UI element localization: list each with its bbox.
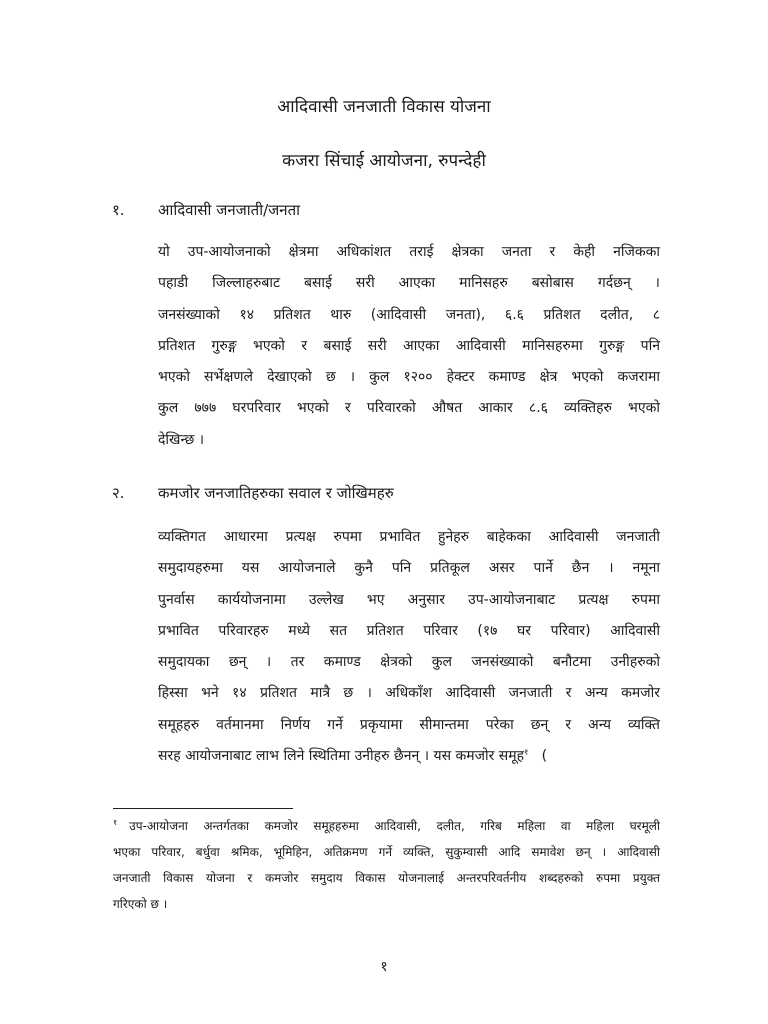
section-paragraph [158,237,660,456]
footnote-line: जनजाती विकास योजना र कमजोर समुदाय विकास योजनालाई अन्तरपरिवर्तनीय शब्दहरुको रुपमा प्रयुक्त [113,871,660,885]
footnote-line: भएका परिवार, बर्धुवा श्रमिक, भूमिहिन, अतिक्रमण गर्ने व्यक्ति, सुकुम्वासी आदि समावेश छन् । आदिवासी [113,845,660,859]
footnote-line [113,813,660,839]
footnote-separator [113,808,293,809]
paragraph-line: व्यक्तिगत आधारमा प्रत्यक्ष रुपमा प्रभावित हुनेहरु बाहेकका आदिवासी जनजाती [158,529,660,545]
paragraph-line: समुदायहरुमा यस आयोजनाले कुनै पनि प्रतिकूल असर पार्ने छैन । नमूना [158,560,660,577]
paragraph-line: देखिन्छ । [158,431,205,448]
paragraph-line-text: सरह आयोजनाबाट लाभ लिने स्थितिमा उनीहरु छैनन् । यस कमजोर समूह [158,748,525,765]
document-subtitle: कजरा सिंचाई आयोजना, रुपन्देही [282,151,486,171]
paragraph-line: पुनर्वास कार्ययोजनामा उल्लेख भए अनुसार उप-आयोजनाबाट प्रत्यक्ष रुपमा [158,591,660,608]
paragraph-line: समूहहरु वर्तमानमा निर्णय गर्ने प्रकृयामा सीमान्तमा परेका छन् र अन्य व्यक्ति [158,716,660,733]
section-number: १. [112,201,125,219]
section-number: २. [112,484,125,502]
paragraph-line: प्रभावित परिवारहरु मध्ये सत प्रतिशत परिवार (१७ घर परिवार) आदिवासी [158,622,660,639]
section-heading: आदिवासी जनजाती/जनता [158,201,301,219]
footnote-marker: १ [113,818,118,827]
section-heading: कमजोर जनजातिहरुका सवाल र जोखिमहरु [158,484,394,502]
paragraph-line [158,741,660,772]
paragraph-line: यो उप-आयोजनाको क्षेत्रमा अधिकांशत तराई क्षेत्रका जनता र केही नजिकका [158,244,660,260]
paragraph-line: कुल ७७७ घरपरिवार भएको र परिवारको औषत आकार ८.६ व्यक्तिहरु भएको [158,400,660,417]
paragraph-line: प्रतिशत गुरुङ्ग भएको र बसाई सरी आएका आदिवासी मानिसहरुमा गुरुङ्ग पनि [158,337,660,354]
open-parenthesis: ( [541,748,548,765]
footnote-reference: १ [524,747,529,757]
paragraph-line: पहाडी जिल्लाहरुबाट बसाई सरी आएका मानिसहरु बसोबास गर्दछन् । [158,275,660,292]
footnote-line: गरिएको छ । [113,897,168,911]
paragraph-line: जनसंख्याको १४ प्रतिशत थारु (आदिवासी जनता), ६.६ प्रतिशत दलीत, ८ [158,306,660,323]
paragraph-line: हिस्सा भने १४ प्रतिशत मात्रै छ । अधिकाँश आदिवासी जनजाती र अन्य कमजोर [158,685,660,702]
document-title: आदिवासी जनजाती विकास योजना [277,97,491,117]
paragraph-line: समुदायका छन् । तर कमाण्ड क्षेत्रको कुल जनसंख्याको बनौटमा उनीहरुको [158,654,660,671]
section-paragraph [158,522,660,772]
footnote-text: उप-आयोजना अन्तर्गतका कमजोर समूहहरुमा आदिवासी, दलीत, गरिब महिला वा महिला घरमूली [129,819,660,833]
footnote [113,813,660,917]
page-number: १ [380,959,388,975]
paragraph-line: भएको सर्भेक्षणले देखाएको छ । कुल १२०० हेक्टर कमाण्ड क्षेत्र भएको कजरामा [158,369,660,386]
